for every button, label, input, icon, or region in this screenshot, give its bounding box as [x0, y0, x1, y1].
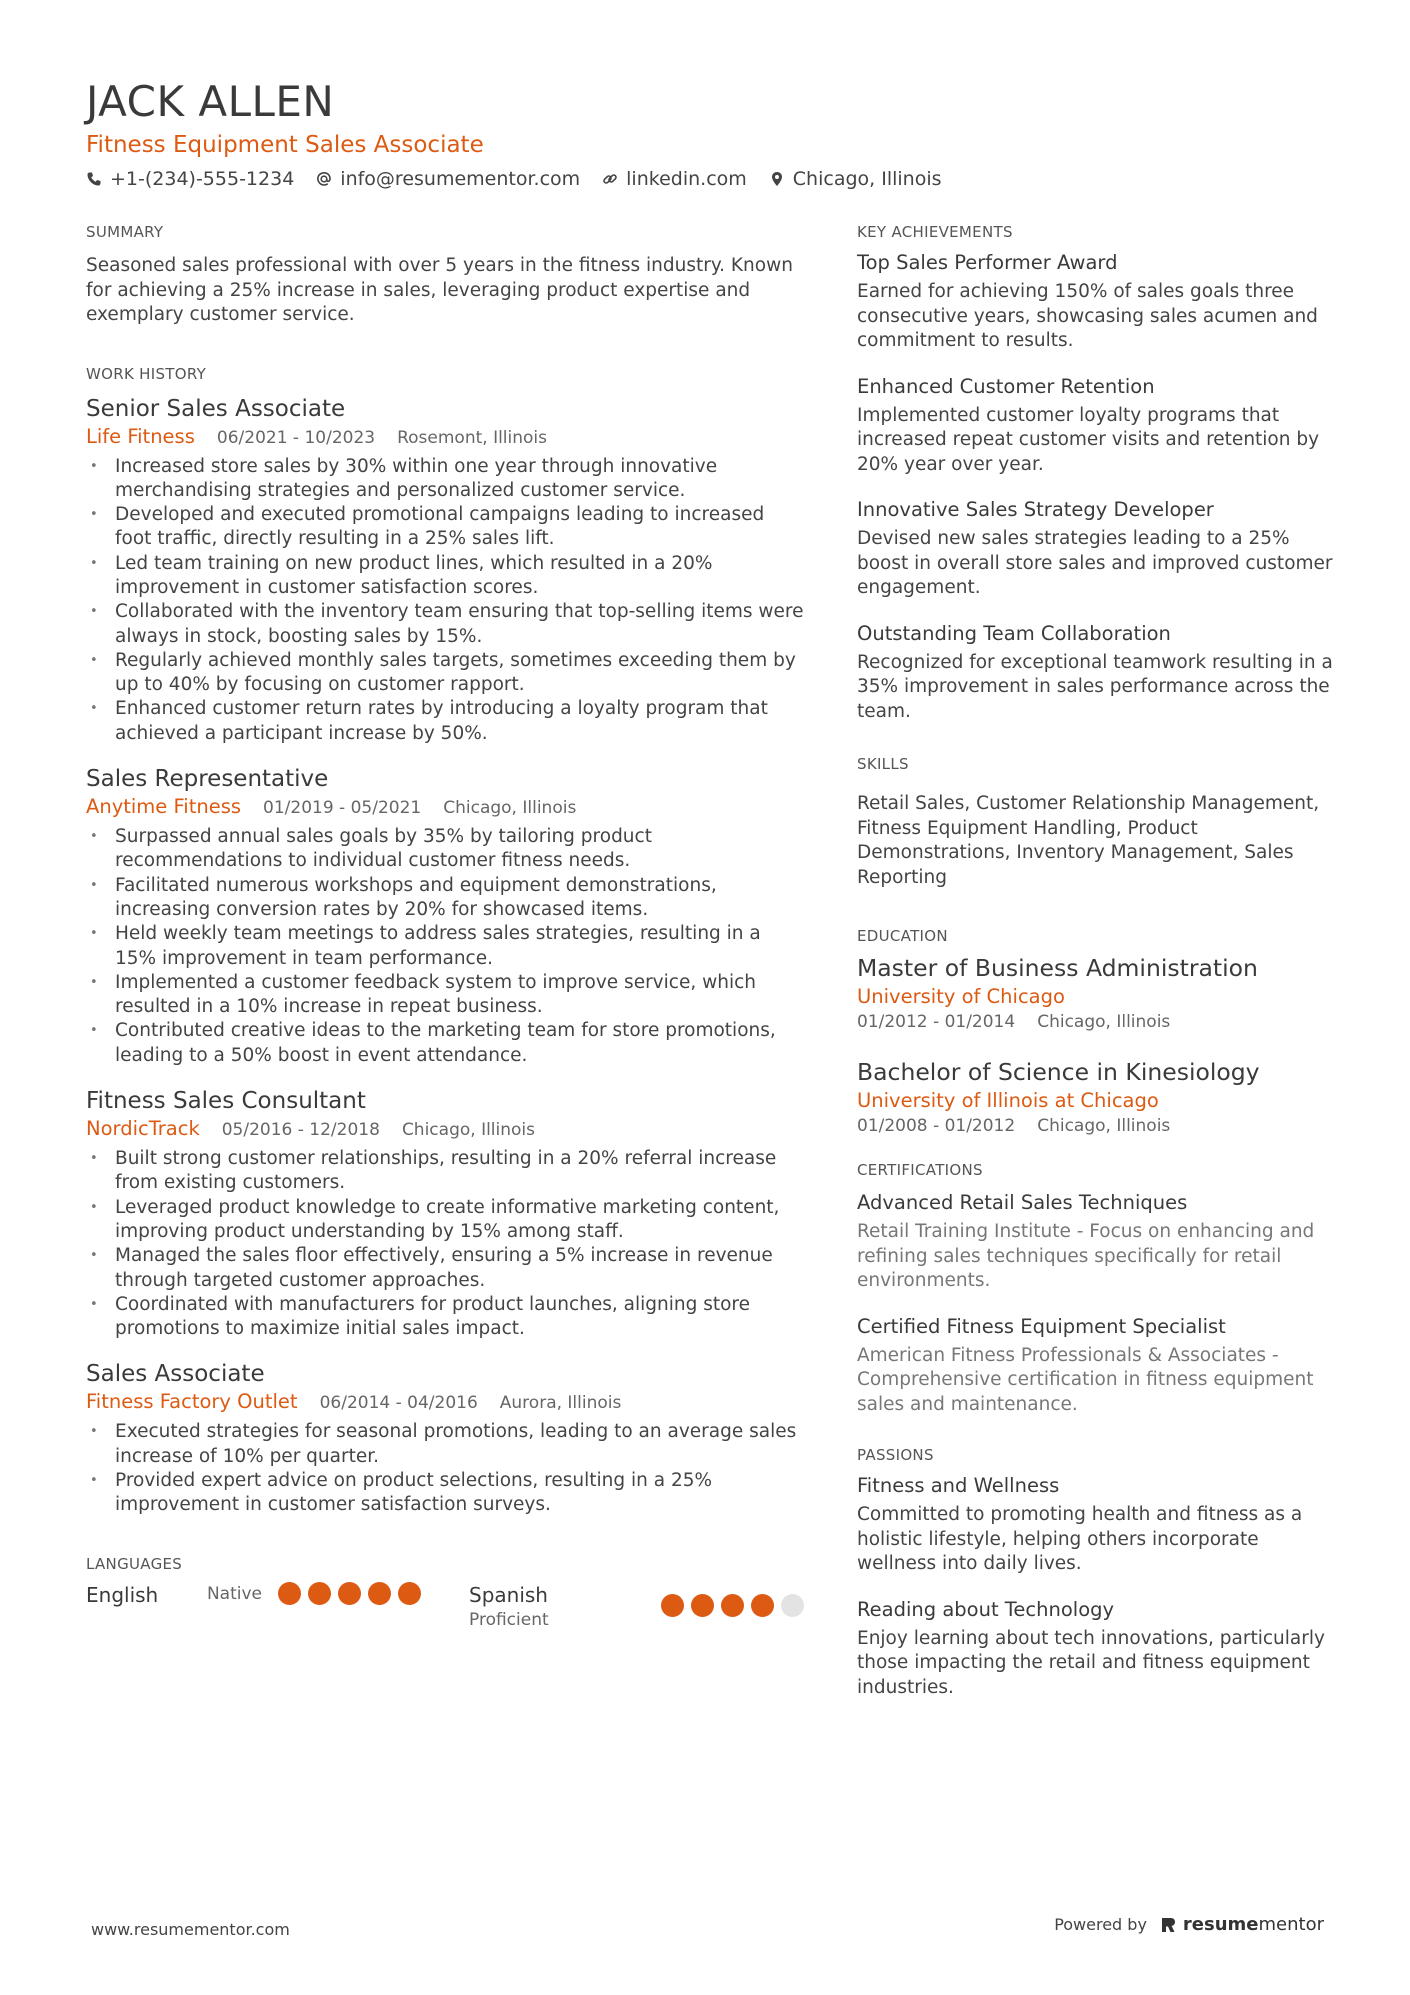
job-meta [86, 1389, 804, 1416]
education-dates: 01/2008 - 01/2012 [857, 1116, 1016, 1136]
summary-text: Seasoned sales professional with over 5 years in the fitness industry. Known for achieving a 25% increase in sales, leveraging product expertise and exemplary customer service. [86, 255, 793, 325]
job-company: Anytime Fitness [86, 795, 242, 819]
contact-phone [86, 166, 294, 192]
achievement-text: Implemented customer loyalty programs that increased repeat customer visits and retention by 20% year over year. [857, 404, 1320, 475]
languages-row [86, 1582, 804, 1632]
job-bullet: • Collaborated with the inventory team ensuring that top-selling items were always in stock, boosting sales by 15%. [86, 600, 804, 649]
rating-dot-filled [751, 1594, 774, 1617]
languages-section [86, 1554, 804, 1632]
job-bullet: • Led team training on new product lines, which resulted in a 20% improvement in customer satisfaction scores. [86, 552, 804, 601]
footer-powered-by [1054, 1914, 1324, 1935]
achievements-heading: KEY ACHIEVEMENTS [857, 223, 1013, 241]
language-level: Proficient [469, 1609, 549, 1630]
education-section [857, 926, 1335, 1138]
rating-dot-filled [368, 1582, 391, 1605]
job-bullets [86, 455, 804, 747]
job-bullet: • Built strong customer relationships, resulting in a 20% referral increase from existing customers. [86, 1147, 804, 1196]
resume-header [86, 76, 1324, 192]
left-column [86, 222, 804, 1632]
job-entry [86, 394, 804, 747]
passion-text: Committed to promoting health and fitness as a holistic lifestyle, helping others incorporate wellness into daily lives. [857, 1504, 1303, 1574]
education-meta [857, 1010, 1335, 1034]
job-location: Chicago, Illinois [401, 1120, 536, 1141]
language-name: Spanish [469, 1582, 548, 1607]
language-item [469, 1582, 804, 1632]
passion-title: Fitness and Wellness [857, 1474, 1060, 1497]
job-bullet: • Contributed creative ideas to the marketing team for store promotions, leading to a 50% boost in event attendance. [86, 1019, 804, 1068]
job-company: Fitness Factory Outlet [86, 1390, 298, 1414]
summary-heading: SUMMARY [86, 223, 164, 241]
job-meta [86, 424, 804, 451]
passion-item [857, 1473, 1335, 1577]
skills-text: Retail Sales, Customer Relationship Management, Fitness Equipment Handling, Product Demonstrations, Inventory Management, Sales Reporting [857, 793, 1320, 888]
job-entry [86, 764, 804, 1068]
phone-icon [86, 171, 102, 187]
job-bullet: • Managed the sales floor effectively, ensuring a 5% increase in revenue through targeted customer approaches. [86, 1244, 804, 1293]
languages-heading: LANGUAGES [86, 1554, 183, 1573]
job-bullet: • Surpassed annual sales goals by 35% by tailoring product recommendations to individual customer fitness needs. [86, 825, 804, 874]
education-school: University of Chicago [857, 985, 1065, 1008]
job-bullet: • Leveraged product knowledge to create informative marketing content, improving product understanding by 15% among staff. [86, 1196, 804, 1245]
job-dates: 06/2021 - 10/2023 [216, 427, 376, 448]
job-bullets [86, 1420, 804, 1517]
rating-dot-filled [308, 1582, 331, 1605]
job-bullet: • Executed strategies for seasonal promotions, leading to an average sales increase of 10% per quarter. [86, 1420, 804, 1469]
brand-name-rest: mentor [1258, 1914, 1324, 1935]
work-history-heading: WORK HISTORY [86, 364, 207, 383]
achievement-item [857, 621, 1335, 725]
certification-item [857, 1314, 1335, 1418]
job-dates: 05/2016 - 12/2018 [221, 1120, 380, 1141]
rating-dot-filled [398, 1582, 421, 1605]
achievement-item [857, 374, 1335, 478]
contact-bar [86, 166, 1324, 192]
rating-dot-filled [278, 1582, 301, 1605]
job-bullet: • Provided expert advice on product selections, resulting in a 25% improvement in customer satisfaction surveys. [86, 1469, 804, 1518]
contact-linkedin[interactable] [602, 166, 747, 192]
job-bullet: • Developed and executed promotional campaigns leading to increased foot traffic, directly resulting in a 25% sales lift. [86, 503, 804, 552]
achievement-title: Innovative Sales Strategy Developer [857, 498, 1214, 521]
certification-title: Certified Fitness Equipment Specialist [857, 1314, 1226, 1338]
education-school: University of Illinois at Chicago [857, 1089, 1159, 1112]
achievements-section [857, 222, 1335, 724]
job-meta [86, 794, 804, 821]
job-title: Sales Representative [86, 766, 329, 793]
work-history-section [86, 364, 804, 1518]
skills-section [857, 754, 1335, 890]
skills-heading: SKILLS [857, 755, 909, 773]
job-entry [86, 1359, 804, 1517]
job-dates: 06/2014 - 04/2016 [319, 1393, 478, 1414]
footer-website[interactable]: www.resumementor.com [91, 1920, 290, 1939]
passion-title: Reading about Technology [857, 1597, 1115, 1621]
job-bullet: • Coordinated with manufacturers for product launches, aligning store promotions to maximize initial sales impact. [86, 1293, 804, 1342]
language-rating [278, 1582, 421, 1605]
right-column [857, 222, 1335, 1720]
at-icon [316, 171, 332, 187]
candidate-name: JACK ALLEN [86, 77, 335, 126]
achievement-text: Earned for achieving 150% of sales goals three consecutive years, showcasing sales acumen and commitment to results. [857, 281, 1318, 351]
certification-title: Advanced Retail Sales Techniques [857, 1191, 1188, 1214]
job-title: Senior Sales Associate [86, 395, 346, 422]
certifications-section [857, 1160, 1335, 1417]
achievement-item [857, 250, 1335, 354]
achievement-title: Top Sales Performer Award [857, 251, 1118, 274]
achievement-title: Enhanced Customer Retention [857, 374, 1155, 398]
language-name: English [86, 1582, 159, 1607]
passion-item [857, 1597, 1335, 1701]
job-location: Chicago, Illinois [443, 798, 577, 819]
achievement-title: Outstanding Team Collaboration [857, 621, 1171, 645]
education-degree: Bachelor of Science in Kinesiology [857, 1058, 1260, 1086]
language-item [86, 1582, 421, 1608]
job-bullets [86, 1147, 804, 1341]
passions-section [857, 1445, 1335, 1700]
candidate-title: Fitness Equipment Sales Associate [86, 132, 484, 158]
job-location: Rosemont, Illinois [397, 427, 548, 448]
job-title: Sales Associate [86, 1361, 265, 1388]
rating-dot-filled [661, 1594, 684, 1617]
education-item [857, 952, 1335, 1034]
language-level: Native [206, 1583, 262, 1604]
job-location: Aurora, Illinois [499, 1393, 622, 1414]
rating-dot-filled [691, 1594, 714, 1617]
rating-dot-filled [338, 1582, 361, 1605]
certifications-heading: CERTIFICATIONS [857, 1161, 983, 1179]
job-meta [86, 1116, 804, 1143]
powered-by-label: Powered by [1054, 1915, 1147, 1934]
contact-email[interactable] [316, 166, 580, 192]
contact-phone-text: +1-(234)-555-1234 [110, 168, 295, 190]
job-company: Life Fitness [86, 424, 195, 448]
job-bullets [86, 825, 804, 1068]
job-company: NordicTrack [86, 1117, 200, 1141]
certification-text: American Fitness Professionals & Associates - Comprehensive certification in fitness equipment sales and maintenance. [857, 1344, 1314, 1415]
job-bullet: • Increased store sales by 30% within one year through innovative merchandising strategies and personalized customer service. [86, 455, 804, 504]
rating-dot-filled [721, 1594, 744, 1617]
education-meta [857, 1114, 1335, 1138]
education-dates: 01/2012 - 01/2014 [857, 1012, 1016, 1032]
achievement-item [857, 497, 1335, 601]
job-dates: 01/2019 - 05/2021 [263, 798, 422, 819]
job-entry [86, 1086, 804, 1341]
job-bullet: • Regularly achieved monthly sales targets, sometimes exceeding them by up to 40% by focusing on customer rapport. [86, 649, 804, 698]
contact-location-text: Chicago, Illinois [792, 168, 942, 190]
education-item [857, 1056, 1335, 1138]
language-rating [661, 1594, 804, 1617]
education-location: Chicago, Illinois [1037, 1012, 1171, 1032]
certification-item [857, 1190, 1335, 1294]
location-pin-icon [769, 171, 785, 187]
achievement-text: Recognized for exceptional teamwork resulting in a 35% improvement in sales performance across the team. [857, 651, 1333, 722]
job-bullet: • Implemented a customer feedback system to improve service, which resulted in a 10% increase in repeat business. [86, 971, 804, 1020]
job-bullet: • Enhanced customer return rates by introducing a loyalty program that achieved a participant increase by 50%. [86, 697, 804, 746]
link-icon [602, 171, 618, 187]
education-location: Chicago, Illinois [1037, 1116, 1171, 1136]
passions-heading: PASSIONS [857, 1446, 934, 1464]
brand-logo[interactable] [1159, 1914, 1324, 1935]
job-bullet: • Held weekly team meetings to address sales strategies, resulting in a 15% improvement in team performance. [86, 922, 804, 971]
rating-dot-empty [781, 1594, 804, 1617]
brand-name-bold: resume [1182, 1914, 1259, 1935]
resumementor-logo-icon [1159, 1916, 1177, 1934]
education-heading: EDUCATION [857, 927, 948, 945]
job-title: Fitness Sales Consultant [86, 1088, 366, 1115]
job-bullet: • Facilitated numerous workshops and equipment demonstrations, increasing conversion rates by 20% for showcased items. [86, 874, 804, 923]
passion-text: Enjoy learning about tech innovations, particularly those impacting the retail and fitness equipment industries. [857, 1627, 1325, 1698]
contact-email-text[interactable]: info@resumementor.com [340, 168, 581, 190]
summary-section [86, 222, 804, 328]
education-degree: Master of Business Administration [857, 954, 1258, 982]
certification-text: Retail Training Institute - Focus on enhancing and refining sales techniques specifically for retail environments. [857, 1221, 1315, 1291]
achievement-text: Devised new sales strategies leading to a 25% boost in overall store sales and improved customer engagement. [857, 528, 1333, 598]
contact-linkedin-text[interactable]: linkedin.com [626, 168, 747, 190]
contact-location [769, 166, 942, 192]
